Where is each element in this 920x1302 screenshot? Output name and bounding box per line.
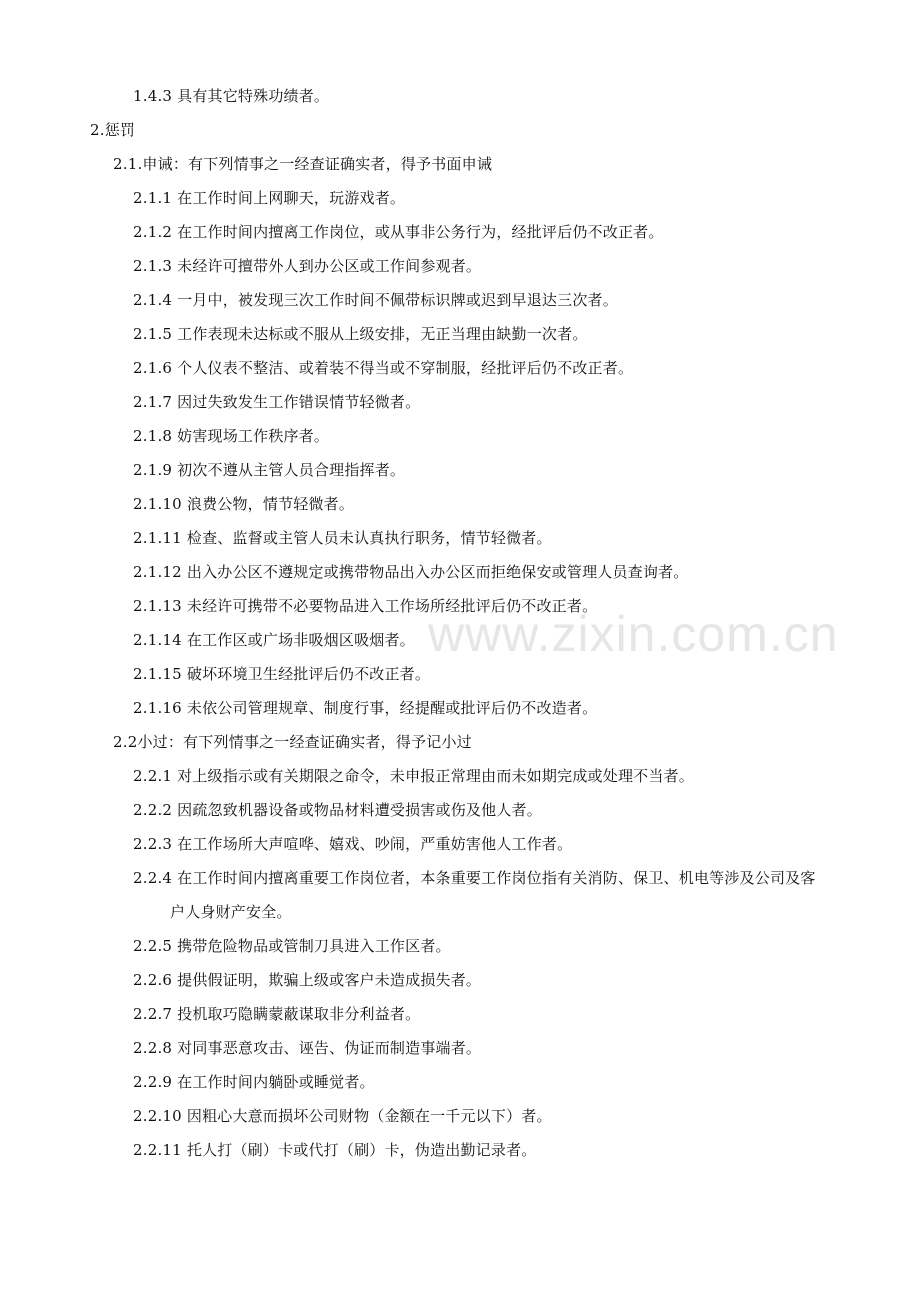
item-2-2-9: 2.2.9 在工作时间内躺卧或睡觉者。 xyxy=(133,1073,375,1091)
item-2-2-5: 2.2.5 携带危险物品或管制刀具进入工作区者。 xyxy=(133,937,451,955)
item-2-2-4-continuation: 户人身财产安全。 xyxy=(170,903,292,921)
item-2-1-7: 2.1.7 因过失致发生工作错误情节轻微者。 xyxy=(133,393,421,411)
item-2-1-11: 2.1.11 检查、监督或主管人员未认真执行职务，情节轻微者。 xyxy=(133,529,552,547)
item-2-2-3: 2.2.3 在工作场所大声喧哗、嬉戏、吵闹，严重妨害他人工作者。 xyxy=(133,835,573,853)
item-2-2-8: 2.2.8 对同事恶意攻击、诬告、伪证而制造事端者。 xyxy=(133,1039,482,1057)
item-2-1-6: 2.1.6 个人仪表不整洁、或着装不得当或不穿制服，经批评后仍不改正者。 xyxy=(133,359,634,377)
item-2-2-4: 2.2.4 在工作时间内擅离重要工作岗位者，本条重要工作岗位指有关消防、保卫、机电等涉及公司及客 xyxy=(133,869,816,887)
item-2-1-10: 2.1.10 浪费公物，情节轻微者。 xyxy=(133,495,355,513)
watermark: www.zixin.com.cn xyxy=(428,606,839,662)
item-2-1-1: 2.1.1 在工作时间上网聊天，玩游戏者。 xyxy=(133,189,406,207)
section-2-1-heading: 2.1.申诫：有下列情事之一经查证确实者，得予书面申诫 xyxy=(113,155,493,173)
item-2-1-9: 2.1.9 初次不遵从主管人员合理指挥者。 xyxy=(133,461,406,479)
item-2-1-15: 2.1.15 破坏环境卫生经批评后仍不改正者。 xyxy=(133,665,431,683)
item-2-1-12: 2.1.12 出入办公区不遵规定或携带物品出入办公区而拒绝保安或管理人员查询者。 xyxy=(133,563,689,581)
item-2-1-13: 2.1.13 未经许可携带不必要物品进入工作场所经批评后仍不改正者。 xyxy=(133,597,598,615)
section-2-heading: 2.惩罚 xyxy=(90,121,136,139)
item-2-1-14: 2.1.14 在工作区或广场非吸烟区吸烟者。 xyxy=(133,631,415,649)
item-2-1-5: 2.1.5 工作表现未达标或不服从上级安排，无正当理由缺勤一次者。 xyxy=(133,325,588,343)
item-2-1-8: 2.1.8 妨害现场工作秩序者。 xyxy=(133,427,330,445)
item-2-2-1: 2.2.1 对上级指示或有关期限之命令，未申报正常理由而未如期完成或处理不当者。 xyxy=(133,767,694,785)
item-1-4-3: 1.4.3 具有其它特殊功绩者。 xyxy=(133,87,330,105)
item-2-1-3: 2.1.3 未经许可擅带外人到办公区或工作间参观者。 xyxy=(133,257,482,275)
item-2-2-6: 2.2.6 提供假证明，欺骗上级或客户未造成损失者。 xyxy=(133,971,482,989)
item-2-1-16: 2.1.16 未依公司管理规章、制度行事，经提醒或批评后仍不改造者。 xyxy=(133,699,598,717)
section-2-2-heading: 2.2小过：有下列情事之一经查证确实者，得予记小过 xyxy=(113,733,472,751)
item-2-1-4: 2.1.4 一月中，被发现三次工作时间不佩带标识牌或迟到早退达三次者。 xyxy=(133,291,618,309)
item-2-2-7: 2.2.7 投机取巧隐瞒蒙蔽谋取非分利益者。 xyxy=(133,1005,421,1023)
item-2-2-10: 2.2.10 因粗心大意而损坏公司财物（金额在一千元以下）者。 xyxy=(133,1107,552,1125)
item-2-2-11: 2.2.11 托人打（刷）卡或代打（刷）卡，伪造出勤记录者。 xyxy=(133,1141,537,1159)
item-2-1-2: 2.1.2 在工作时间内擅离工作岗位，或从事非公务行为，经批评后仍不改正者。 xyxy=(133,223,664,241)
item-2-2-2: 2.2.2 因疏忽致机器设备或物品材料遭受损害或伤及他人者。 xyxy=(133,801,542,819)
